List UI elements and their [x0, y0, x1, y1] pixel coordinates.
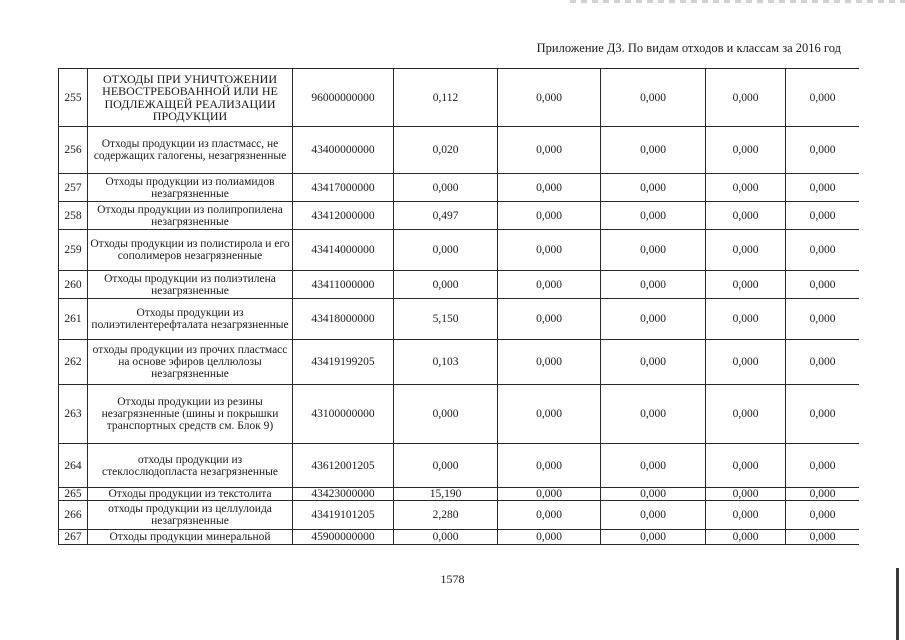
value-cell-v5: 0,000 [786, 174, 860, 202]
value-cell-v2: 0,000 [498, 69, 601, 127]
waste-code-cell: 43417000000 [293, 174, 394, 202]
value-cell-v1: 0,000 [394, 444, 498, 488]
value-cell-v3: 0,000 [601, 69, 706, 127]
value-cell-v3: 0,000 [601, 299, 706, 340]
value-cell-v1: 0,000 [394, 385, 498, 444]
value-cell-v4: 0,000 [706, 299, 786, 340]
waste-code-cell: 43419101205 [293, 501, 394, 530]
value-cell-v5: 0,000 [786, 488, 860, 501]
value-cell-v4: 0,000 [706, 127, 786, 174]
value-cell-v1: 0,103 [394, 340, 498, 385]
waste-name-cell: отходы продукции из стеклослюдопласта незагрязненные [88, 444, 293, 488]
waste-name-cell: Отходы продукции из полиамидов незагрязненные [88, 174, 293, 202]
value-cell-v4: 0,000 [706, 444, 786, 488]
value-cell-v1: 0,000 [394, 230, 498, 271]
value-cell-v2: 0,000 [498, 299, 601, 340]
value-cell-v1: 0,000 [394, 530, 498, 545]
value-cell-v5: 0,000 [786, 444, 860, 488]
table-row [59, 230, 860, 271]
waste-code-cell: 43418000000 [293, 299, 394, 340]
value-cell-v5: 0,000 [786, 501, 860, 530]
table-row [59, 501, 860, 530]
row-number-cell: 259 [59, 230, 88, 271]
value-cell-v5: 0,000 [786, 202, 860, 230]
row-number-cell: 256 [59, 127, 88, 174]
value-cell-v5: 0,000 [786, 69, 860, 127]
value-cell-v4: 0,000 [706, 271, 786, 299]
row-number-cell: 258 [59, 202, 88, 230]
table-row [59, 488, 860, 501]
waste-code-cell: 43423000000 [293, 488, 394, 501]
value-cell-v4: 0,000 [706, 174, 786, 202]
appendix-header: Приложение Д3. По видам отходов и классам за 2016 год [536, 41, 841, 55]
value-cell-v3: 0,000 [601, 530, 706, 545]
row-number-cell: 265 [59, 488, 88, 501]
row-number-cell: 260 [59, 271, 88, 299]
value-cell-v1: 0,000 [394, 271, 498, 299]
value-cell-v4: 0,000 [706, 69, 786, 127]
table-row [59, 127, 860, 174]
table-row [59, 385, 860, 444]
waste-name-cell: Отходы продукции из резины незагрязненные (шины и покрышки транспортных средств см. Блок 9) [88, 385, 293, 444]
value-cell-v1: 2,280 [394, 501, 498, 530]
value-cell-v5: 0,000 [786, 299, 860, 340]
value-cell-v4: 0,000 [706, 501, 786, 530]
page-number: 1578 [440, 572, 465, 586]
value-cell-v5: 0,000 [786, 230, 860, 271]
waste-name-cell: Отходы продукции минеральной [88, 530, 293, 545]
table-row [59, 174, 860, 202]
value-cell-v3: 0,000 [601, 174, 706, 202]
value-cell-v2: 0,000 [498, 488, 601, 501]
waste-code-cell: 43411000000 [293, 271, 394, 299]
waste-code-cell: 96000000000 [293, 69, 394, 127]
value-cell-v2: 0,000 [498, 385, 601, 444]
value-cell-v5: 0,000 [786, 340, 860, 385]
waste-table-container [58, 68, 859, 559]
value-cell-v4: 0,000 [706, 340, 786, 385]
value-cell-v4: 0,000 [706, 530, 786, 545]
waste-code-cell: 43414000000 [293, 230, 394, 271]
value-cell-v2: 0,000 [498, 202, 601, 230]
value-cell-v4: 0,000 [706, 202, 786, 230]
waste-table-body [59, 69, 860, 545]
row-number-cell: 262 [59, 340, 88, 385]
value-cell-v1: 0,497 [394, 202, 498, 230]
row-number-cell: 267 [59, 530, 88, 545]
value-cell-v5: 0,000 [786, 385, 860, 444]
value-cell-v5: 0,000 [786, 271, 860, 299]
waste-name-cell: отходы продукции из прочих пластмасс на основе эфиров целлюлозы незагрязненные [88, 340, 293, 385]
table-row [59, 299, 860, 340]
value-cell-v2: 0,000 [498, 501, 601, 530]
value-cell-v3: 0,000 [601, 444, 706, 488]
value-cell-v2: 0,000 [498, 340, 601, 385]
table-row [59, 202, 860, 230]
value-cell-v1: 0,000 [394, 174, 498, 202]
row-number-cell: 261 [59, 299, 88, 340]
value-cell-v3: 0,000 [601, 127, 706, 174]
waste-code-cell: 43412000000 [293, 202, 394, 230]
value-cell-v4: 0,000 [706, 385, 786, 444]
waste-name-cell: Отходы продукции из полистирола и его сополимеров незагрязненные [88, 230, 293, 271]
scan-artifact-top [570, 0, 905, 3]
waste-code-cell: 43612001205 [293, 444, 394, 488]
value-cell-v3: 0,000 [601, 385, 706, 444]
value-cell-v3: 0,000 [601, 488, 706, 501]
table-row [59, 69, 860, 127]
row-number-cell: 257 [59, 174, 88, 202]
value-cell-v2: 0,000 [498, 444, 601, 488]
table-row [59, 444, 860, 488]
waste-name-cell: Отходы продукции из полипропилена незагрязненные [88, 202, 293, 230]
waste-code-cell: 45900000000 [293, 530, 394, 545]
table-row [59, 340, 860, 385]
waste-name-cell: Отходы продукции из полиэтилена незагрязненные [88, 271, 293, 299]
value-cell-v1: 15,190 [394, 488, 498, 501]
value-cell-v1: 0,112 [394, 69, 498, 127]
value-cell-v5: 0,000 [786, 127, 860, 174]
value-cell-v3: 0,000 [601, 340, 706, 385]
value-cell-v4: 0,000 [706, 230, 786, 271]
value-cell-v1: 0,020 [394, 127, 498, 174]
waste-table [58, 68, 859, 545]
value-cell-v1: 5,150 [394, 299, 498, 340]
value-cell-v5: 0,000 [786, 530, 860, 545]
value-cell-v4: 0,000 [706, 488, 786, 501]
row-number-cell: 255 [59, 69, 88, 127]
row-number-cell: 266 [59, 501, 88, 530]
value-cell-v2: 0,000 [498, 127, 601, 174]
value-cell-v2: 0,000 [498, 230, 601, 271]
waste-code-cell: 43419199205 [293, 340, 394, 385]
table-row [59, 530, 860, 545]
value-cell-v3: 0,000 [601, 501, 706, 530]
value-cell-v3: 0,000 [601, 230, 706, 271]
value-cell-v2: 0,000 [498, 271, 601, 299]
row-number-cell: 264 [59, 444, 88, 488]
waste-code-cell: 43100000000 [293, 385, 394, 444]
waste-name-cell: ОТХОДЫ ПРИ УНИЧТОЖЕНИИ НЕВОСТРЕБОВАННОЙ ИЛИ НЕ ПОДЛЕЖАЩЕЙ РЕАЛИЗАЦИИ ПРОДУКЦИИ [88, 69, 293, 127]
waste-name-cell: Отходы продукции из полиэтилентерефталата незагрязненные [88, 299, 293, 340]
waste-code-cell: 43400000000 [293, 127, 394, 174]
value-cell-v3: 0,000 [601, 271, 706, 299]
row-number-cell: 263 [59, 385, 88, 444]
value-cell-v3: 0,000 [601, 202, 706, 230]
waste-name-cell: отходы продукции из целлулоида незагрязненные [88, 501, 293, 530]
waste-name-cell: Отходы продукции из пластмасс, не содержащих галогены, незагрязненные [88, 127, 293, 174]
table-row [59, 271, 860, 299]
value-cell-v2: 0,000 [498, 174, 601, 202]
waste-name-cell: Отходы продукции из текстолита [88, 488, 293, 501]
value-cell-v2: 0,000 [498, 530, 601, 545]
